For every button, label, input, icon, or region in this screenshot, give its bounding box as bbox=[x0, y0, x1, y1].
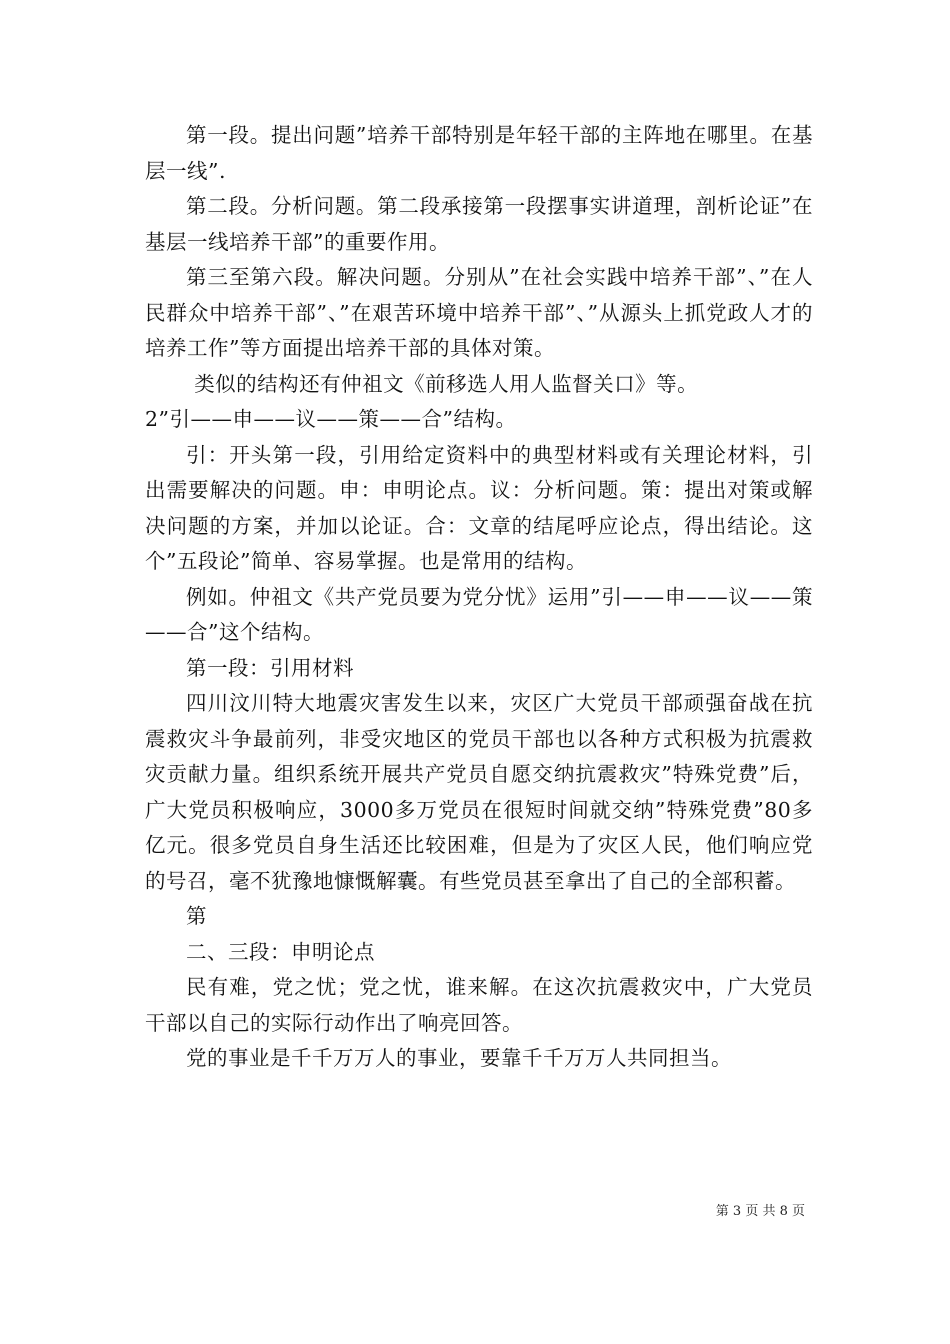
paragraph-sections-three-to-six: 第三至第六段。解决问题。分别从”在社会实践中培养干部”、”在人民群众中培养干部”、”在艰苦环境中培养干部”、”从源头上抓党政人才的培养工作”等方面提出培养干部的具体对策。 bbox=[145, 265, 813, 360]
paragraph-section-one: 第一段。提出问题”培养干部特别是年轻干部的主阵地在哪里。在基层一线”. bbox=[145, 123, 813, 183]
paragraph-structure-heading: 2”引——申——议——策——合”结构。 bbox=[145, 407, 517, 431]
paragraph-thesis-two: 党的事业是千千万万人的事业，要靠千千万万人共同担当。 bbox=[186, 1046, 732, 1070]
paragraph-quoted-material: 四川汶川特大地震灾害发生以来，灾区广大党员干部顽强奋战在抗震救灾斗争最前列，非受灾地区的党员干部也以各种方式积极为抗震救灾贡献力量。组织系统开展共产党员自愿交纳抗震救灾”特殊党费”后，广大党员积极响应，3000多万党员在很短时间就交纳”特殊党费”80多亿元。很多党员自身生活还比较困难，但是为了灾区人民，他们响应党的号召，毫不犹豫地慷慨解囊。有些党员甚至拿出了自己的全部积蓄。 bbox=[145, 691, 813, 893]
paragraph-section-two: 第二段。分析问题。第二段承接第一段摆事实讲道理，剖析论证”在基层一线培养干部”的重要作用。 bbox=[145, 194, 813, 254]
paragraph-thesis-one: 民有难，党之忧；党之忧，谁来解。在这次抗震救灾中，广大党员干部以自己的实际行动作出了响亮回答。 bbox=[145, 975, 813, 1035]
paragraph-fragment: 第 bbox=[186, 904, 207, 928]
paragraph-first-section-label: 第一段：引用材料 bbox=[186, 655, 354, 680]
page-number-footer: 第 3 页 共 8 页 bbox=[715, 1204, 805, 1219]
paragraph-structure-explanation: 引：开头第一段，引用给定资料中的典型材料或有关理论材料，引出需要解决的问题。申：申明论点。议：分析问题。策：提出对策或解决问题的方案，并加以论证。合：文章的结尾呼应论点，得出结论。这个”五段论”简单、容易掌握。也是常用的结构。 bbox=[145, 442, 813, 573]
paragraph-example: 例如。仲祖文《共产党员要为党分忧》运用”引——申——议——策——合”这个结构。 bbox=[145, 584, 813, 644]
paragraph-second-third-label: 二、三段：申明论点 bbox=[186, 939, 375, 964]
paragraph-similar-structure: 类似的结构还有仲祖文《前移选人用人监督关口》等。 bbox=[194, 371, 699, 396]
document-body bbox=[145, 118, 813, 1077]
